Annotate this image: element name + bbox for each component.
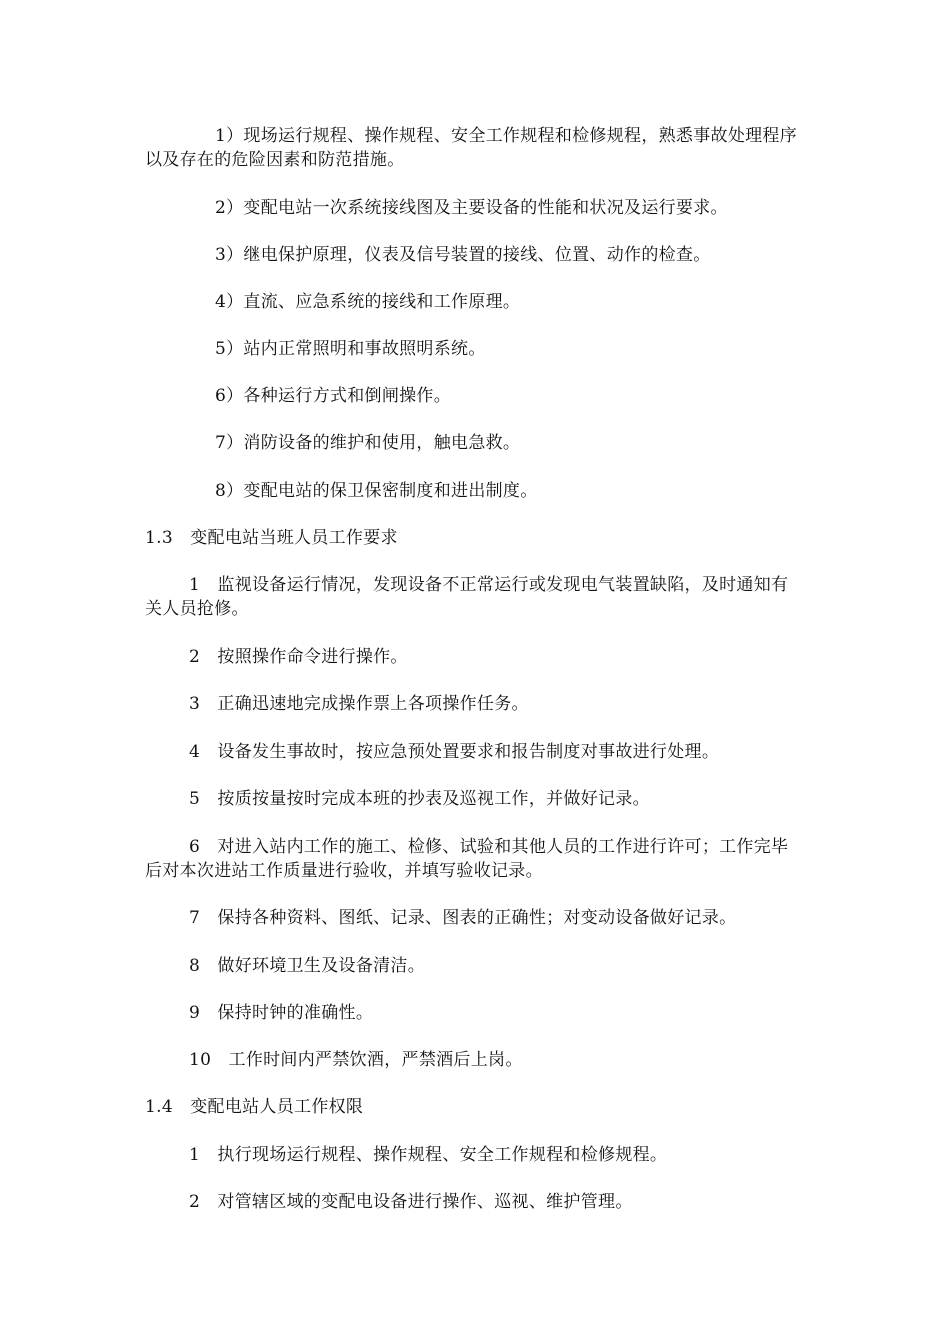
list-item: 2）变配电站一次系统接线图及主要设备的性能和状况及运行要求。 (215, 198, 728, 218)
list-item: 5 按质按量按时完成本班的抄表及巡视工作，并做好记录。 (189, 789, 650, 809)
list-item: 4 设备发生事故时，按应急预处置要求和报告制度对事故进行处理。 (189, 742, 720, 762)
list-item: 8）变配电站的保卫保密制度和进出制度。 (215, 481, 538, 501)
list-item: 9 保持时钟的准确性。 (189, 1003, 374, 1023)
list-item: 2 按照操作命令进行操作。 (189, 647, 408, 667)
section-heading-1-3: 1.3 变配电站当班人员工作要求 (145, 528, 398, 548)
list-item: 1 监视设备运行情况，发现设备不正常运行或发现电气装置缺陷，及时通知有关人员抢修。 (145, 575, 789, 619)
list-item: 6）各种运行方式和倒闸操作。 (215, 386, 452, 406)
list-item: 1 执行现场运行规程、操作规程、安全工作规程和检修规程。 (189, 1145, 668, 1165)
list-item: 5）站内正常照明和事故照明系统。 (215, 339, 486, 359)
list-item: 8 做好环境卫生及设备清洁。 (189, 956, 426, 976)
list-item: 2 对管辖区域的变配电设备进行操作、巡视、维护管理。 (189, 1192, 633, 1212)
list-item: 3）继电保护原理，仪表及信号装置的接线、位置、动作的检查。 (215, 245, 711, 265)
list-item: 7）消防设备的维护和使用，触电急救。 (215, 433, 521, 453)
section-heading-1-4: 1.4 变配电站人员工作权限 (145, 1097, 364, 1117)
list-item: 10 工作时间内严禁饮酒，严禁酒后上岗。 (189, 1050, 523, 1070)
list-item: 6 对进入站内工作的施工、检修、试验和其他人员的工作进行许可；工作完毕后对本次进站工作质量进行验收，并填写验收记录。 (145, 837, 789, 881)
list-item: 4）直流、应急系统的接线和工作原理。 (215, 292, 521, 312)
list-item: 7 保持各种资料、图纸、记录、图表的正确性；对变动设备做好记录。 (189, 908, 737, 928)
list-item: 1）现场运行规程、操作规程、安全工作规程和检修规程，熟悉事故处理程序以及存在的危险因素和防范措施。 (145, 126, 798, 170)
list-item: 3 正确迅速地完成操作票上各项操作任务。 (189, 694, 529, 714)
